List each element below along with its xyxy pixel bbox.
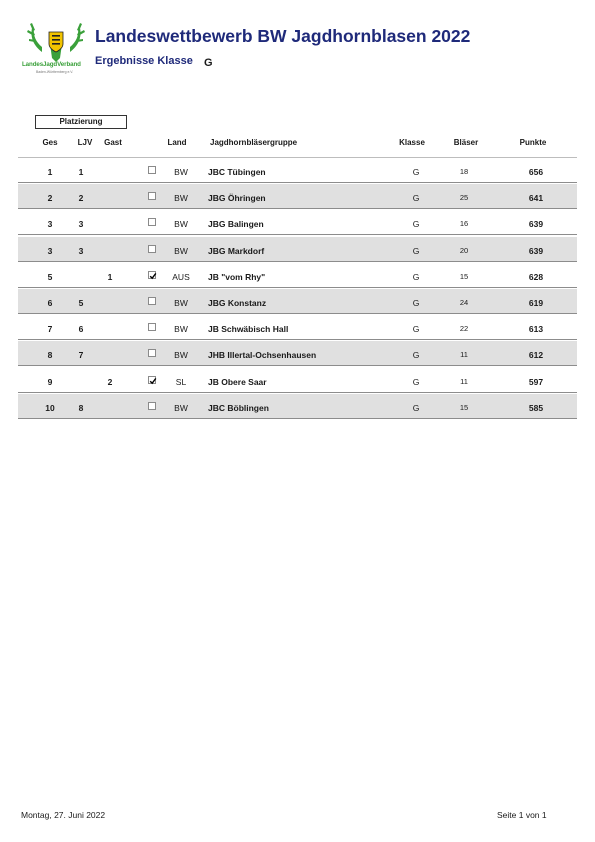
page-subtitle: Ergebnisse Klasse: [95, 55, 193, 67]
table-row: [18, 158, 577, 183]
col-header-gast: Gast: [104, 138, 122, 147]
cell-blaeser: 25: [459, 193, 469, 203]
cell-blaeser: 15: [459, 402, 469, 412]
cell-klasse: G: [412, 271, 420, 282]
cell-punkte: 597: [528, 376, 544, 387]
cell-blaeser: 11: [460, 376, 468, 386]
class-value: G: [204, 57, 213, 69]
guest-checkbox: [148, 218, 156, 226]
table-row: [18, 237, 577, 262]
cell-gruppe: JBG Balingen: [208, 219, 264, 230]
cell-blaeser: 20: [459, 245, 469, 255]
cell-punkte: 612: [528, 350, 544, 361]
cell-blaeser: 22: [459, 324, 469, 334]
cell-ges: 7: [47, 324, 53, 335]
cell-gruppe: JBC Tübingen: [208, 167, 266, 177]
cell-punkte: 641: [528, 193, 544, 204]
cell-land: BW: [174, 219, 188, 230]
table-row: [18, 210, 577, 235]
page-title: Landeswettbewerb BW Jagdhornblasen 2022: [95, 26, 471, 46]
cell-klasse: G: [412, 193, 420, 204]
cell-blaeser: 15: [459, 271, 469, 281]
col-header-gruppe: Jagdhornbläsergruppe: [210, 138, 298, 147]
cell-blaeser: 24: [459, 298, 469, 307]
cell-ges: 10: [45, 402, 55, 413]
table-row: [18, 368, 577, 393]
cell-klasse: G: [412, 402, 420, 413]
cell-ljv: 3: [78, 219, 84, 230]
checkmark-icon: [149, 377, 157, 385]
guest-checkbox: [148, 323, 156, 331]
cell-klasse: G: [412, 219, 420, 230]
cell-klasse: G: [412, 376, 420, 387]
guest-checkbox: [148, 402, 156, 410]
cell-land: SL: [175, 376, 187, 387]
cell-klasse: G: [412, 245, 420, 256]
cell-land: BW: [174, 324, 188, 335]
guest-checkbox: [148, 166, 156, 174]
cell-punkte: 639: [528, 245, 544, 256]
col-header-klasse: Klasse: [399, 138, 425, 147]
table-row: [18, 315, 577, 340]
col-header-ljv: LJV: [77, 138, 93, 147]
cell-ges: 5: [47, 271, 53, 282]
logo-subtext: Baden-Württemberg e.V.: [36, 70, 74, 74]
cell-punkte: 619: [528, 298, 544, 308]
table-row: [18, 263, 577, 288]
guest-checkbox: [148, 192, 156, 200]
guest-checkbox: [148, 349, 156, 357]
cell-gruppe: JHB Illertal-Ochsenhausen: [208, 350, 317, 361]
cell-gruppe: JBG Konstanz: [208, 298, 267, 308]
cell-klasse: G: [412, 298, 420, 308]
table-row: [18, 341, 577, 366]
cell-ges: 3: [47, 245, 53, 256]
cell-ljv: 3: [78, 245, 84, 256]
cell-klasse: G: [412, 350, 420, 361]
cell-ges: 8: [47, 350, 53, 361]
footer-page-number: Seite 1 von 1: [497, 810, 547, 820]
cell-blaeser: 16: [459, 219, 469, 229]
cell-ges: 9: [47, 376, 53, 387]
col-header-punkte: Punkte: [519, 138, 547, 147]
cell-land: BW: [174, 350, 188, 361]
cell-blaeser: 11: [460, 350, 468, 360]
guest-checkbox: [148, 245, 156, 253]
col-header-land: Land: [167, 138, 187, 147]
cell-gast: 1: [107, 271, 113, 282]
cell-land: BW: [174, 245, 188, 256]
cell-blaeser: 18: [459, 167, 469, 176]
cell-ljv: 7: [78, 350, 84, 361]
cell-punkte: 585: [528, 402, 544, 413]
cell-ljv: 6: [78, 324, 84, 335]
table-row: [18, 184, 577, 209]
col-header-blaeser: Bläser: [453, 138, 479, 147]
cell-ljv: 5: [78, 298, 84, 308]
cell-ges: 3: [47, 219, 53, 230]
cell-punkte: 656: [528, 167, 544, 177]
cell-gast: 2: [107, 376, 113, 387]
cell-gruppe: JBC Böblingen: [208, 402, 269, 413]
cell-ljv: 2: [78, 193, 84, 204]
cell-ljv: 8: [78, 402, 84, 413]
cell-land: BW: [174, 167, 188, 177]
placement-group-label: Platzierung: [35, 115, 127, 129]
cell-land: AUS: [172, 271, 190, 282]
cell-ges: 1: [47, 167, 53, 177]
footer-date: Montag, 27. Juni 2022: [21, 810, 106, 820]
table-row: [18, 289, 577, 314]
cell-gruppe: JB Schwäbisch Hall: [208, 324, 289, 335]
guest-checkbox: [148, 297, 156, 305]
cell-ges: 6: [47, 298, 53, 308]
cell-land: BW: [174, 298, 188, 308]
col-header-ges: Ges: [42, 138, 58, 147]
cell-gruppe: JBG Öhringen: [208, 193, 266, 204]
cell-gruppe: JB "vom Rhy": [208, 271, 266, 282]
cell-land: BW: [174, 193, 188, 204]
checkmark-icon: [149, 272, 157, 280]
logo-text: LandesJagdVerband: [22, 61, 81, 68]
guest-checkbox-checked: [148, 376, 156, 384]
cell-ljv: 1: [78, 167, 84, 177]
cell-gruppe: JBG Markdorf: [208, 245, 265, 256]
cell-punkte: 613: [528, 324, 544, 335]
cell-punkte: 628: [528, 271, 544, 282]
cell-klasse: G: [412, 324, 420, 335]
cell-gruppe: JB Obere Saar: [208, 376, 267, 387]
cell-klasse: G: [412, 167, 420, 177]
cell-ges: 2: [47, 193, 53, 204]
table-row: [18, 394, 577, 419]
cell-land: BW: [174, 402, 188, 413]
guest-checkbox-checked: [148, 271, 156, 279]
cell-punkte: 639: [528, 219, 544, 230]
